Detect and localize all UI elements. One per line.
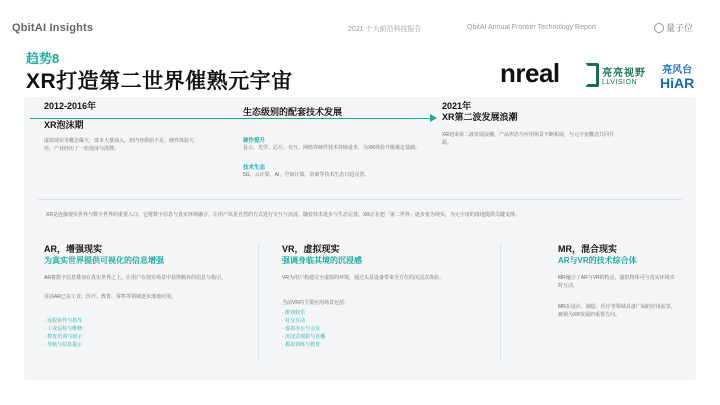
vr-body-1: VR为用户构建完全虚拟的环境，通过头显设备带来全方位的沉浸式体验。: [282, 275, 444, 281]
vr-title: VR，虚拟现实: [282, 244, 340, 254]
timeline-line: [30, 118, 430, 119]
llvision-name-cn: 亮亮视野: [602, 68, 646, 79]
timeline-arrow-icon: [430, 114, 437, 122]
mr-subtitle: AR与VR的技术综合体: [558, 256, 637, 265]
list-item: · 游戏娱乐: [282, 309, 325, 317]
column-divider: [258, 243, 259, 361]
era3-title-phase: XR第二波发展浪潮: [442, 112, 518, 122]
ar-body-1: AR将数字信息叠加在真实世界之上，让用户在现实场景中获得额外的信息与指引。: [44, 275, 226, 281]
list-item: · 教育培训与展示: [44, 333, 82, 341]
ar-title: AR，增强现实: [44, 244, 102, 254]
mr-body-2: MR在设计、制造、医疗等领域具备广阔的应用前景，被视为XR发展的重要方向。: [558, 304, 676, 318]
list-item: · 导航与信息提示: [44, 341, 82, 349]
top-bar: [0, 0, 720, 40]
list-item: · 虚拟办公与会议: [282, 325, 325, 333]
hiar-logo: [660, 61, 694, 90]
era3-body: XR迎来第二波发展浪潮，产品形态与应用场景不断拓展，与元宇宙概念共同升温。: [442, 132, 614, 146]
era1-title-phase: XR泡沫期: [44, 120, 84, 130]
llvision-name-en: LLVISION: [602, 79, 637, 86]
vr-body-2: 当前VR的主要应用场景包括：: [282, 300, 349, 306]
publisher-logo: [654, 21, 693, 34]
publisher-name: 量子位: [666, 23, 694, 33]
era2-hardware-body: 显示、光学、芯片、交互、网络等硬件技术持续进步，为XR体验升级奠定基础。: [243, 145, 420, 151]
ar-use-case-list: [44, 317, 82, 349]
trend-label: 趋势8: [26, 51, 60, 66]
page-title: XR打造第二世界催熟元宇宙: [26, 70, 293, 93]
list-item: · 沉浸式观影与直播: [282, 333, 325, 341]
ar-body-2: 目前AR已在工业、医疗、教育、零售等领域逐步落地应用。: [44, 294, 176, 300]
llvision-mark-icon: [585, 63, 599, 87]
hiar-name-en: HiAR: [660, 75, 695, 91]
era2-ecosystem-body: 5G、云计算、AI、空间计算、渲染等技术生态日趋完善。: [243, 172, 370, 178]
brand-name: QbitAI Insights: [12, 22, 94, 34]
mr-body-1: MR融合了AR与VR的特点，虚拟物体可与真实环境实时互动。: [558, 275, 675, 289]
nreal-logo: nreal: [500, 58, 560, 88]
mr-title: MR，混合现实: [558, 244, 617, 254]
era3-title-year: 2021年: [442, 101, 472, 111]
report-title-en: QbitAI Annual Frontier Technology Report: [467, 24, 597, 31]
hiar-name-cn: 亮风台: [662, 65, 693, 76]
vr-subtitle: 强调身临其境的沉浸感: [282, 256, 362, 265]
ar-subtitle: 为真实世界提供可视化的信息增强: [44, 256, 164, 265]
list-item: · 社交互动: [282, 317, 325, 325]
era2-hardware-label: 硬件提升: [243, 138, 266, 144]
era1-title-year: 2012-2016年: [44, 101, 97, 111]
list-item: · 模拟训练与教育: [282, 341, 325, 349]
list-item: · 远程协作与指导: [44, 317, 82, 325]
intro-paragraph: XR是连接现实世界与数字世界的重要入口，它将数字信息与真实环境融合，让用户以更自然的方式进行交互与沉浸。随着技术进步与生态完善，XR正在把「第二世界」逐步变为现实，为元宇宙的落地提供关键支撑。: [46, 212, 520, 218]
section-divider: [38, 199, 682, 200]
llvision-logo: [585, 63, 646, 87]
vr-use-case-list: [282, 309, 325, 349]
column-divider: [500, 243, 501, 361]
list-item: · 工业巡检与维修: [44, 325, 82, 333]
era2-title: 生态级别的配套技术发展: [243, 107, 343, 117]
era2-ecosystem-label: 技术生态: [243, 165, 266, 171]
report-title-cn: 2021 十大前沿科技报告: [348, 26, 422, 33]
publisher-logo-icon: [654, 23, 664, 33]
era1-body: 虚拟现实等概念爆火，资本大量涌入，但内容供给不足、硬件体验欠佳，产业经历了一轮泡沫与洗牌。: [44, 138, 195, 152]
